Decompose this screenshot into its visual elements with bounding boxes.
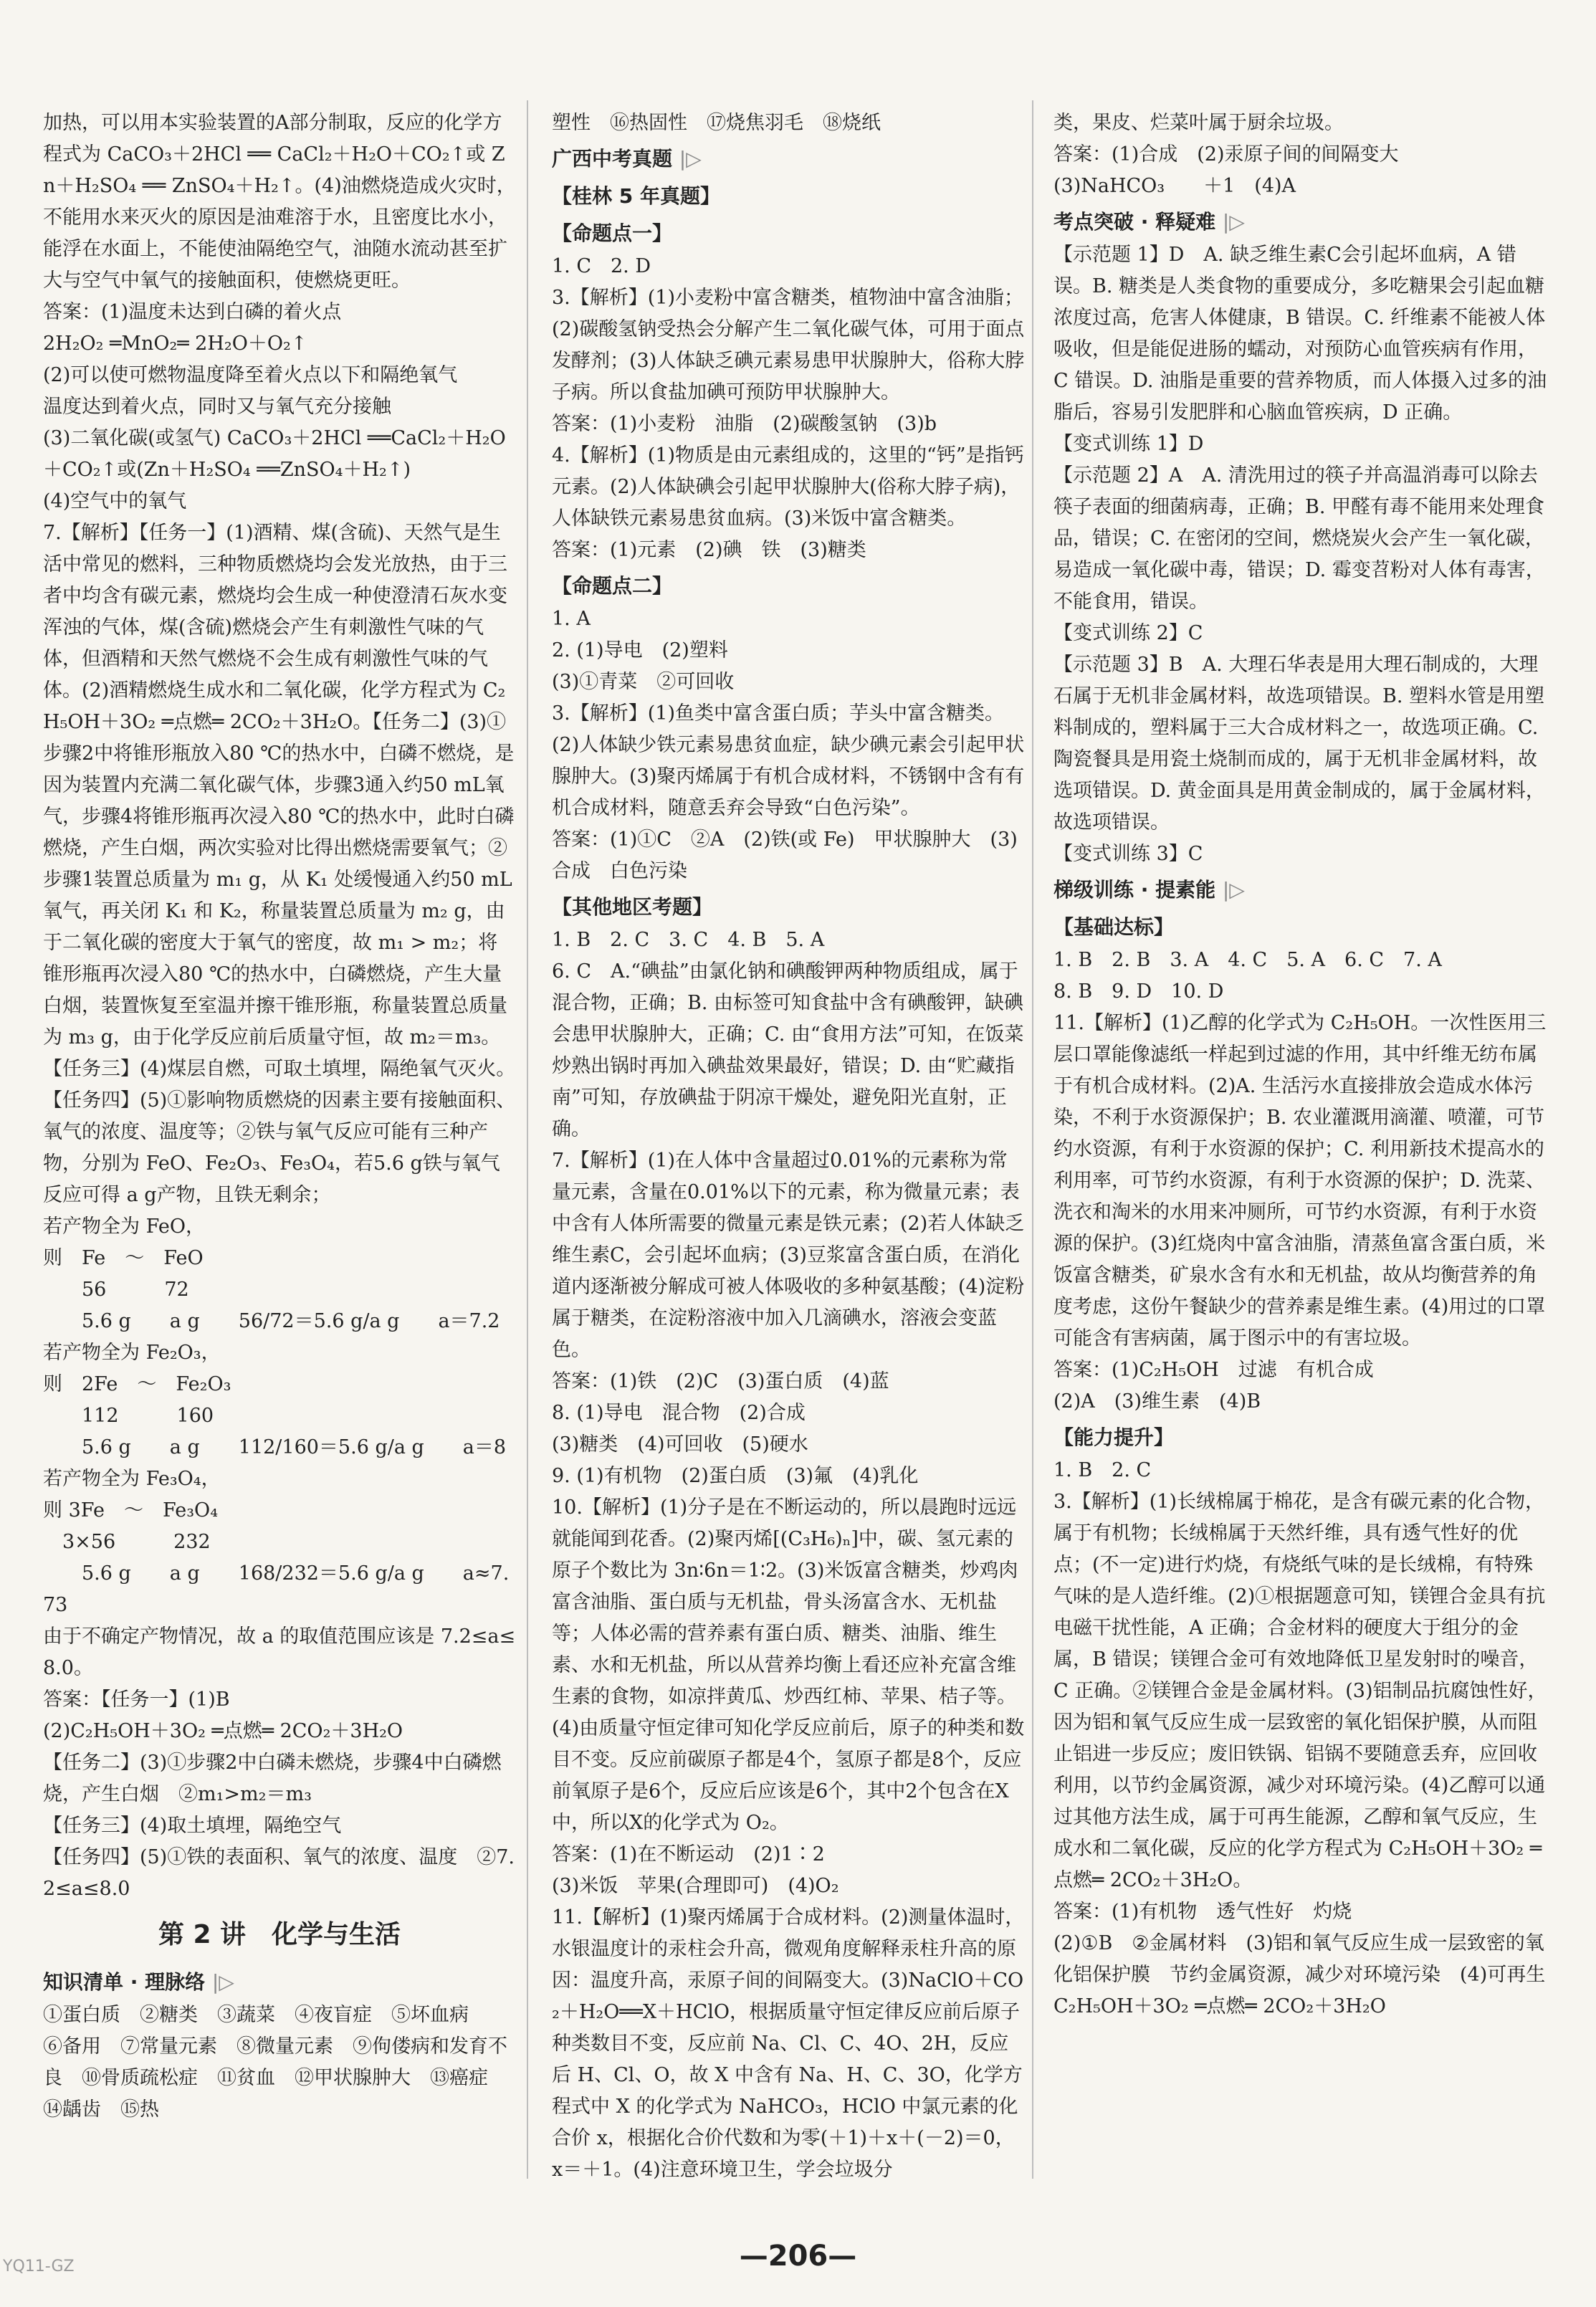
- paragraph: 由于不确定产物情况，故 a 的取值范围应该是 7.2≤a≤8.0。: [43, 1625, 516, 1679]
- paragraph: (3)NaHCO₃ ＋1 (4)A: [1053, 175, 1296, 197]
- training-heading: 梯级训练 · 提素能 |▷: [1053, 878, 1245, 902]
- knowledge-heading: 知识清单 · 理脉络 |▷: [43, 1970, 234, 1994]
- guangxi-heading: 广西中考真题 |▷: [552, 147, 702, 171]
- corner-code: YQ11-GZ: [3, 2258, 75, 2275]
- basic-heading: 【基础达标】: [1053, 915, 1175, 939]
- paragraph: 若产物全为 Fe₃O₄，: [43, 1468, 221, 1490]
- paragraph: 2. (1)导电 (2)塑料: [552, 639, 728, 661]
- topic2-heading: 【命题点二】: [552, 574, 673, 598]
- page-number: —206—: [739, 2240, 857, 2273]
- paragraph: 【变式训练 3】C: [1053, 843, 1203, 865]
- paragraph: 答案：(1)铁 (2)C (3)蛋白质 (4)蓝: [552, 1370, 889, 1393]
- paragraph: 11.【解析】(1)聚丙烯属于合成材料。(2)测量体温时，水银温度计的汞柱会升高，微观角度解释汞柱升高的原因：温度升高，汞原子间的间隔变大。(3)NaClO＋CO₂＋H₂O══X＋HClO，根据质量守恒定律反应前后原子种类数目不变，反应前 Na、Cl、C、4O、2H，反应后 H、Cl、O，故 X 中含有 Na、H、C、3O，化学方程式中 X 的化学式为 NaHCO₃，HClO 中氯元素的化合价 x，根据化合价代数和为零(＋1)＋x＋(－2)＝0，x＝＋1。(4)注意环境卫生，学会垃圾分: [552, 1906, 1025, 2181]
- col3-example-items: [1053, 239, 1548, 870]
- paragraph: 5.6 g a g 112/160＝5.6 g/a g a＝8: [43, 1436, 507, 1458]
- paragraph: 加热，可以用本实验装置的A部分制取，反应的化学方程式为 CaCO₃＋2HCl ══ CaCl₂＋H₂O＋CO₂↑或 Zn＋H₂SO₄ ══ ZnSO₄＋H₂↑。(4)油燃烧造成火灾时，不能用水来灭火的原因是油难溶于水，且密度比水小，能浮在水面上，不能使油隔绝空气，油随水流动甚至扩大与空气中氧气的接触面积，使燃烧更旺。: [43, 112, 516, 292]
- paragraph: 1. B 2. C 3. C 4. B 5. A: [552, 929, 825, 951]
- topic1-heading: 【命题点一】: [552, 221, 673, 245]
- col2-top-line: 塑性 ⑯热固性 ⑰烧焦羽毛 ⑱烧纸: [552, 112, 881, 134]
- col2-other-items: [552, 925, 1025, 2186]
- paragraph: 【任务四】(5)①铁的表面积、氧气的浓度、温度 ②7.2≤a≤8.0: [43, 1846, 515, 1900]
- paragraph: 答案：(1)有机物 透气性好 灼烧: [1053, 1901, 1352, 1923]
- paragraph: (3)米饭 苹果(合理即可) (4)O₂: [552, 1875, 839, 1897]
- paragraph: 答案：(1)元素 (2)碘 铁 (3)糖类: [552, 539, 866, 561]
- paragraph: 【示范题 2】A A. 清洗用过的筷子并高温消毒可以除去筷子表面的细菌病毒，正确；B. 甲醛有毒不能用来处理食品，错误；C. 在密闭的空间，燃烧炭火会产生一氧化碳，易造成一氧化碳中毒，错误；D. 霉变苕粉对人体有毒害，不能食用，错误。: [1053, 464, 1545, 613]
- paragraph: 10.【解析】(1)分子是在不断运动的，所以晨跑时远远就能闻到花香。(2)聚丙烯[(C₃H₆)ₙ]中，碳、氢元素的原子个数比为 3n∶6n＝1∶2。(3)米饭富含糖类，炒鸡肉富含油脂、蛋白质与无机盐，骨头汤富含水、无机盐等；人体必需的营养素有蛋白质、糖类、油脂、维生素、水和无机盐，所以从营养均衡上看还应补充富含维生素的食物，如凉拌黄瓜、炒西红柿、苹果、桔子等。(4)由质量守恒定律可知化学反应前后，原子的种类和数目不变。反应前碳原子都是4个，氢原子都是8个，反应前氧原子是6个，反应后应该是6个，其中2个包含在X中，所以X的化学式为 O₂。: [552, 1496, 1025, 1834]
- column-1: [43, 108, 516, 2126]
- paragraph: (2)C₂H₅OH＋3O₂ ═点燃═ 2CO₂＋3H₂O: [43, 1720, 403, 1742]
- paragraph: 类，果皮、烂菜叶属于厨余垃圾。: [1053, 112, 1344, 134]
- paragraph: 答案：(1)小麦粉 油脂 (2)碳酸氢钠 (3)b: [552, 413, 937, 435]
- column-divider-left: [527, 100, 528, 2179]
- paragraph: C₂H₅OH＋3O₂ ═点燃═ 2CO₂＋3H₂O: [1053, 1995, 1386, 2017]
- column-2: [552, 108, 1025, 2186]
- paragraph: 8. B 9. D 10. D: [1053, 980, 1224, 1003]
- paragraph: (3)二氧化碳(或氢气) CaCO₃＋2HCl ══CaCl₂＋H₂O＋CO₂↑或(Zn＋H₂SO₄ ══ZnSO₄＋H₂↑): [43, 427, 506, 481]
- paragraph: 答案：(1)在不断运动 (2)1∶2: [552, 1843, 825, 1866]
- paragraph: 5.6 g a g 56/72＝5.6 g/a g a＝7.2: [43, 1310, 500, 1332]
- paragraph: 3.【解析】(1)小麦粉中富含糖类，植物油中富含油脂；(2)碳酸氢钠受热会分解产生二氧化碳气体，可用于面点发酵剂；(3)人体缺乏碘元素易患甲状腺肿大，俗称大脖子病。所以食盐加碘可预防甲状腺肿大。: [552, 287, 1025, 403]
- col1-tail-paragraphs: [43, 2000, 516, 2126]
- paragraph: 7.【解析】(1)在人体中含量超过0.01%的元素称为常量元素，含量在0.01%以下的元素，称为微量元素；表中含有人体所需要的微量元素是铁元素；(2)若人体缺乏维生素C，会引起坏血病；(3)豆浆富含蛋白质，在消化道内逐渐被分解成可被人体吸收的多种氨基酸；(4)淀粉属于糖类，在淀粉溶液中加入几滴碘水，溶液会变蓝色。: [552, 1150, 1025, 1361]
- column-3: [1053, 108, 1548, 2022]
- paragraph: 3.【解析】(1)鱼类中富含蛋白质；芋头中富含糖类。(2)人体缺少铁元素易患贫血症，缺少碘元素会引起甲状腺肿大。(3)聚丙烯属于有机合成材料，不锈钢中含有有机合成材料，随意丢弃会导致“白色污染”。: [552, 702, 1025, 819]
- paragraph: 则 3Fe ～ Fe₃O₄: [43, 1499, 219, 1522]
- paragraph: 7.【解析】【任务一】(1)酒精、煤(含硫)、天然气是生活中常见的燃料，三种物质燃烧均会发光放热，由于三者中均含有碳元素，燃烧均会生成一种使澄清石灰水变浑浊的气体，煤(含硫)燃烧会产生有刺激性气味的气体，但酒精和天然气燃烧不会生成有刺激性气味的气体。(2)酒精燃烧生成水和二氧化碳，化学方程式为 C₂H₅OH＋3O₂ ═点燃═ 2CO₂＋3H₂O。【任务二】(3)①步骤2中将锥形瓶放入80 ℃的热水中，白磷不燃烧，是因为装置内充满二氧化碳气体，步骤3通入约50 mL氧气，步骤4将锥形瓶再次浸入80 ℃的热水中，此时白磷燃烧，产生白烟，两次实验对比得出燃烧需要氧气；②步骤1装置总质量为 m₁ g，从 K₁ 处缓慢通入约50 mL氧气，再关闭 K₁ 和 K₂，称量装置总质量为 m₂ g，由于二氧化碳的密度大于氧气的密度，故 m₁ > m₂；将锥形瓶再次浸入80 ℃的热水中，白磷燃烧，产生大量白烟，装置恢复至室温并擦干锥形瓶，称量装置总质量为 m₃ g，由于化学反应前后质量守恒，故 m₂＝m₃。【任务三】(4)煤层自燃，可取土填埋，隔绝氧气灭火。【任务四】(5)①影响物质燃烧的因素主要有接触面积、氧气的浓度、温度等；②铁与氧气反应可能有三种产物，分别为 FeO、Fe₂O₃、Fe₃O₄，若5.6 g铁与氧气反应可得 a g产物，且铁无剩余；: [43, 522, 516, 1206]
- paragraph: 3.【解析】(1)长绒棉属于棉花，是含有碳元素的化合物，属于有机物；长绒棉属于天然纤维，具有透气性好的优点；(不一定)进行灼烧，有烧纸气味的是长绒棉，有特殊气味的是人造纤维。(2)①根据题意可知，镁锂合金具有抗电磁干扰性能，A 正确；合金材料的硬度大于组分的金属，B 错误；镁锂合金可有效地降低卫星发射时的噪音，C 正确。②镁锂合金是金属材料。(3)铝制品抗腐蚀性好，因为铝和氧气反应生成一层致密的氧化铝保护膜，从而阻止铝进一步反应；废旧铁锅、铝锅不要随意丢弃，应回收利用，以节约金属资源，减少对环境污染。(4)乙醇可以通过其他方法生成，属于可再生能源，乙醇和氧气反应，生成水和二氧化碳，反应的化学方程式为 C₂H₅OH＋3O₂ ═点燃═ 2CO₂＋3H₂O。: [1053, 1491, 1547, 1891]
- paragraph: 8. (1)导电 混合物 (2)合成: [552, 1402, 806, 1424]
- paragraph: (3)糖类 (4)可回收 (5)硬水: [552, 1433, 808, 1456]
- paragraph: 1. A: [552, 608, 591, 630]
- paragraph: ①蛋白质 ②糖类 ③蔬菜 ④夜盲症 ⑤坏血病: [43, 2004, 469, 2026]
- paragraph: (2)①B ②金属材料 (3)铝和氧气反应生成一层致密的氧化铝保护膜 节约金属资源，减少对环境污染 (4)可再生: [1053, 1932, 1546, 1986]
- column-divider-right: [1032, 100, 1033, 2179]
- paragraph: 1. B 2. B 3. A 4. C 5. A 6. C 7. A: [1053, 949, 1442, 971]
- paragraph: 3×56 232: [43, 1531, 211, 1553]
- paragraph: (3)①青菜 ②可回收: [552, 671, 735, 693]
- col1-paragraphs: [43, 108, 516, 1905]
- col3-basic-items: [1053, 945, 1548, 1418]
- paragraph: 答案：(1)合成 (2)汞原子间的间隔变大: [1053, 143, 1399, 166]
- paragraph: 答案：【任务一】(1)B: [43, 1689, 230, 1711]
- paragraph: 1. B 2. C: [1053, 1459, 1152, 1481]
- paragraph: 则 2Fe ～ Fe₂O₃: [43, 1373, 231, 1395]
- col2-topic1-items: [552, 251, 1025, 566]
- paragraph: (2)可以使可燃物温度降至着火点以下和隔绝氧气: [43, 364, 458, 386]
- paragraph: 112 160: [43, 1405, 214, 1427]
- col2-topic2-items: [552, 603, 1025, 887]
- paragraph: 答案：(1)C₂H₅OH 过滤 有机合成: [1053, 1359, 1374, 1381]
- paragraph: ⑥备用 ⑦常量元素 ⑧微量元素 ⑨佝偻病和发育不良 ⑩骨质疏松症 ⑪贫血 ⑫甲状腺肿大 ⑬癌症 ⑭龋齿 ⑮热: [43, 2035, 507, 2121]
- breakthrough-heading: 考点突破 · 释疑难 |▷: [1053, 210, 1245, 234]
- paragraph: 6. C A.“碘盐”由氯化钠和碘酸钾两种物质组成，属于混合物，正确；B. 由标签可知食盐中含有碘酸钾，缺碘会患甲状腺肿大，正确；C. 由“食用方法”可知，在饭菜炒熟出锅时再加入碘盐效果最好，错误；D. 由“贮藏指南”可知，存放碘盐于阴凉干燥处，避免阳光直射，正确。: [552, 960, 1024, 1140]
- paragraph: (4)空气中的氧气: [43, 490, 187, 512]
- other-region-heading: 【其他地区考题】: [552, 895, 713, 919]
- paragraph: 温度达到着火点，同时又与氧气充分接触: [43, 396, 391, 418]
- paragraph: 【示范题 3】B A. 大理石华表是用大理石制成的，大理石属于无机非金属材料，故选项错误。B. 塑料水管是用塑料制成的，塑料属于三大合成材料之一，故选项正确。C. 陶瓷餐具是用瓷土烧制而成的，属于无机非金属材料，故选项错误。D. 黄金面具是用黄金制成的，属于金属材料，故选项错误。: [1053, 654, 1545, 834]
- paragraph: 2H₂O₂ ═MnO₂═ 2H₂O＋O₂↑: [43, 333, 307, 355]
- paragraph: 【示范题 1】D A. 缺乏维生素C会引起坏血病，A 错误。B. 糖类是人类食物的重要成分，多吃糖果会引起血糖浓度过高，危害人体健康，B 错误。C. 纤维素不能被人体吸收，但是能促进肠的蠕动，对预防心血管疾病有作用，C 错误。D. 油脂是重要的营养物质，而人体摄入过多的油脂后，容易引发肥胖和心脑血管疾病，D 正确。: [1053, 244, 1547, 424]
- paragraph: 4.【解析】(1)物质是由元素组成的，这里的“钙”是指钙元素。(2)人体缺碘会引起甲状腺肿大(俗称大脖子病)，人体缺铁元素易患贫血病。(3)米饭中富含糖类。: [552, 444, 1024, 530]
- paragraph: 答案：(1)温度未达到白磷的着火点: [43, 301, 342, 323]
- paragraph: 答案：(1)①C ②A (2)铁(或 Fe) 甲状腺肿大 (3)合成 白色污染: [552, 828, 1018, 882]
- paragraph: 5.6 g a g 168/232＝5.6 g/a g a≈7.73: [43, 1562, 510, 1616]
- paragraph: 【任务三】(4)取土填埋，隔绝空气: [43, 1815, 342, 1837]
- paragraph: 56 72: [43, 1279, 189, 1301]
- paragraph: 【变式训练 2】C: [1053, 622, 1203, 644]
- ability-heading: 【能力提升】: [1053, 1425, 1175, 1449]
- paragraph: 若产物全为 Fe₂O₃，: [43, 1342, 221, 1364]
- paragraph: 【变式训练 1】D: [1053, 433, 1204, 455]
- col3-ability-items: [1053, 1455, 1548, 2022]
- lesson-title: 第 2 讲 化学与生活: [158, 1920, 401, 1949]
- col3-continued-answers: [1053, 108, 1548, 202]
- guilin-heading: 【桂林 5 年真题】: [552, 184, 720, 208]
- paragraph: 11.【解析】(1)乙醇的化学式为 C₂H₅OH。一次性医用三层口罩能像滤纸一样起到过滤的作用，其中纤维无纺布属于有机合成材料。(2)A. 生活污水直接排放会造成水体污染，不利于水资源保护；B. 农业灌溉用滴灌、喷灌，可节约水资源，有利于水资源的保护；C. 利用新技术提高水的利用率，可节约水资源，有利于水资源的保护；D. 洗菜、洗衣和淘米的水用来冲厕所，可节约水资源，有利于水资源的保护。(3)红烧肉中富含油脂，清蒸鱼富含蛋白质，米饭富含糖类，矿泉水含有水和无机盐，故从均衡营养的角度考虑，这份午餐缺少的营养素是维生素。(4)用过的口罩可能含有害病菌，属于图示中的有害垃圾。: [1053, 1012, 1547, 1350]
- paragraph: 【任务二】(3)①步骤2中白磷未燃烧，步骤4中白磷燃烧，产生白烟 ②m₁>m₂＝m₃: [43, 1752, 502, 1805]
- paragraph: 若产物全为 FeO，: [43, 1215, 205, 1238]
- paragraph: (2)A (3)维生素 (4)B: [1053, 1390, 1261, 1413]
- paragraph: 1. C 2. D: [552, 255, 651, 277]
- paragraph: 9. (1)有机物 (2)蛋白质 (3)氟 (4)乳化: [552, 1465, 919, 1487]
- paragraph: 则 Fe ～ FeO: [43, 1247, 204, 1269]
